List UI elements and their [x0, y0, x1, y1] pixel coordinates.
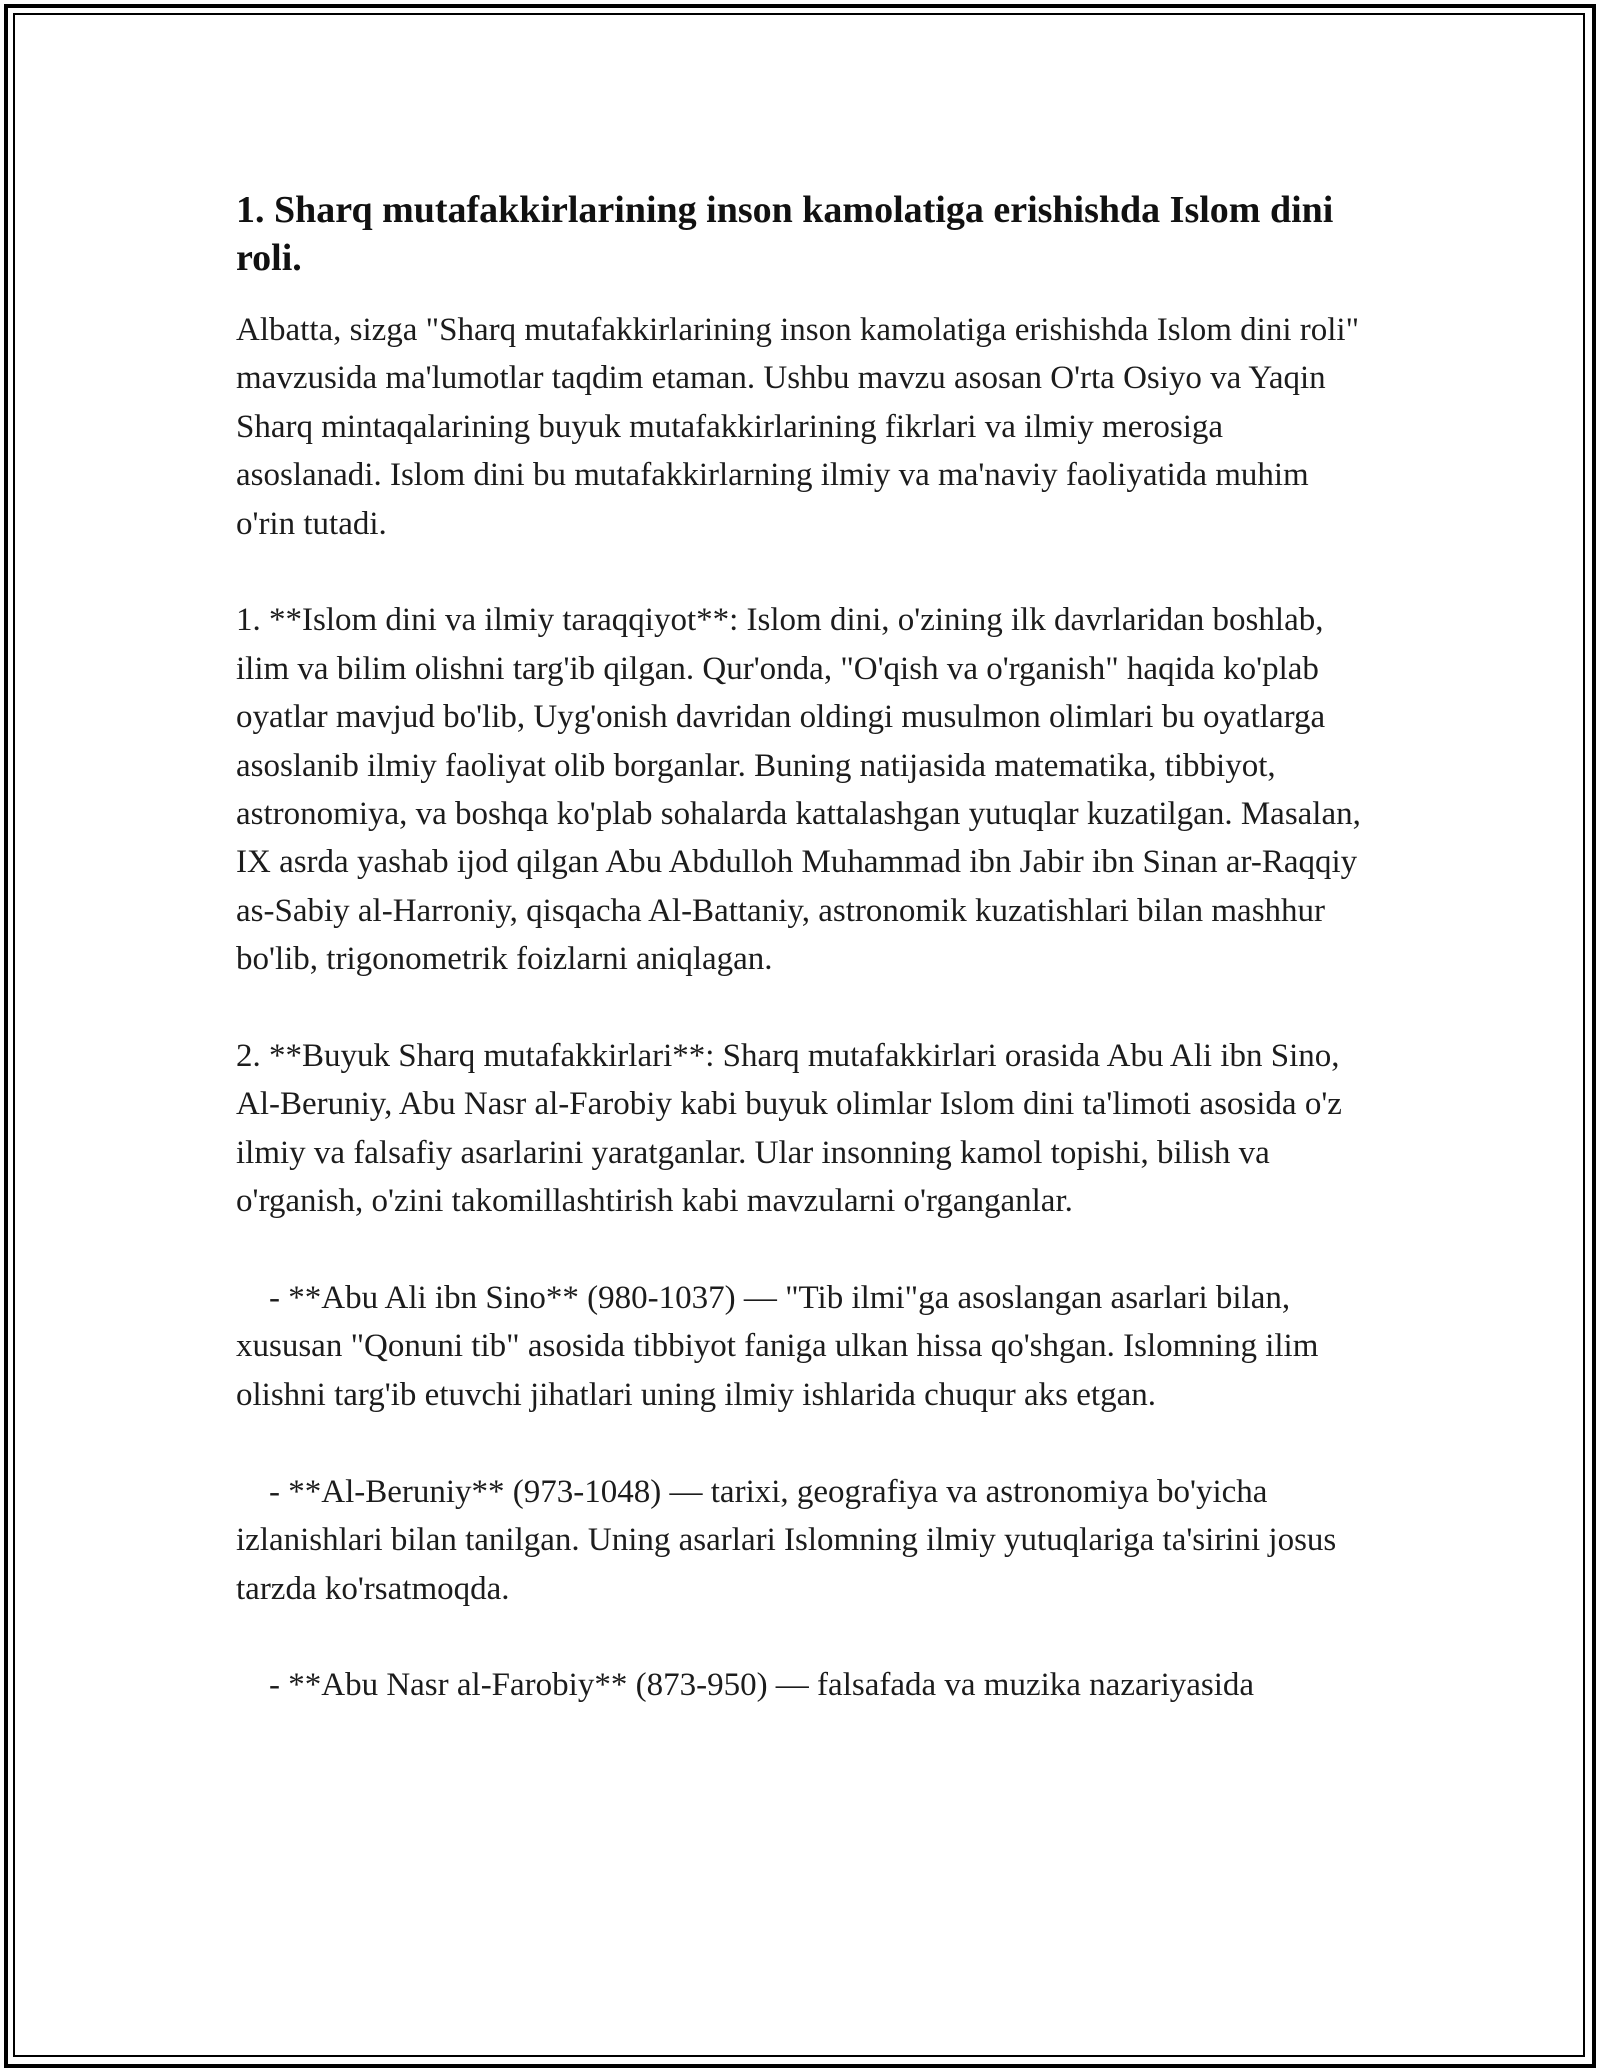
section-buyuk-mutafakkirlar: 2. **Buyuk Sharq mutafakkirlari**: Sharq mutafakkirlari orasida Abu Ali ibn Sino, Al-Beruniy, Abu Nasr al-Farobiy kabi buyuk olimlar Islom dini ta'limoti asosida o'z ilmiy va falsafiy asarlarini yaratganlar. Ular insonning kamol topishi, bilish va o'rganish, o'zini takomillashtirish kabi mavzularni o'rganganlar. — [236, 1038, 1351, 1220]
document-body — [236, 186, 1376, 1710]
document-title: 1. Sharq mutafakkirlarining inson kamolatiga erishishda Islom dini roli. — [236, 189, 1334, 279]
intro-paragraph: Albatta, sizga "Sharq mutafakkirlarining inson kamolatiga erishishda Islom dini roli" mavzusida ma'lumotlar taqdim etaman. Ushbu mavzu asosan O'rta Osiyo va Yaqin Sharq mintaqalarining buyuk mutafakkirlarining fikrlari va ilmiy merosiga asoslanadi. Islom dini bu mutafakkirlarning ilmiy va ma'naviy faoliyatida muhim o'rin tutadi. — [236, 312, 1368, 542]
bullet-al-farobiy: - **Abu Nasr al-Farobiy** (873-950) — falsafada va muzika nazariyasida — [236, 1667, 1255, 1704]
bullet-al-beruniy: - **Al-Beruniy** (973-1048) — tarixi, geografiya va astronomiya bo'yicha izlanishlari bilan tanilgan. Uning asarlari Islomning ilmiy yutuqlariga ta'sirini josus tarzda ko'rsatmoqda. — [236, 1473, 1345, 1607]
bullet-ibn-sino: - **Abu Ali ibn Sino** (980-1037) — "Tib ilmi"ga asoslangan asarlari bilan, xususan "Qonuni tib" asosida tibbiyot faniga ulkan hissa qo'shgan. Islomning ilim olishni targ'ib etuvchi jihatlari uning ilmiy ishlarida chuqur aks etgan. — [236, 1280, 1327, 1413]
section-islom-ilmiy-taraqqiyot: 1. **Islom dini va ilmiy taraqqiyot**: Islom dini, o'zining ilk davrlaridan boshlab, ilim va bilim olishni targ'ib qilgan. Qur'onda, "O'qish va o'rganish" haqida ko'plab oyatlar mavjud bo'lib, Uyg'onish davridan oldingi musulmon olimlari bu oyatlarga asoslanib ilmiy faoliyat olib borganlar. Buning natijasida matematika, tibbiyot, astronomiya, va boshqa ko'plab sohalarda kattalashgan yutuqlar kuzatilgan. Masalan, IX asrda yashab ijod qilgan Abu Abdulloh Muhammad ibn Jabir ibn Sinan ar-Raqqiy as-Sabiy al-Harroniy, qisqacha Al-Battaniy, astronomik kuzatishlari bilan mashhur bo'lib, trigonometrik foizlarni aniqlagan. — [236, 602, 1370, 978]
